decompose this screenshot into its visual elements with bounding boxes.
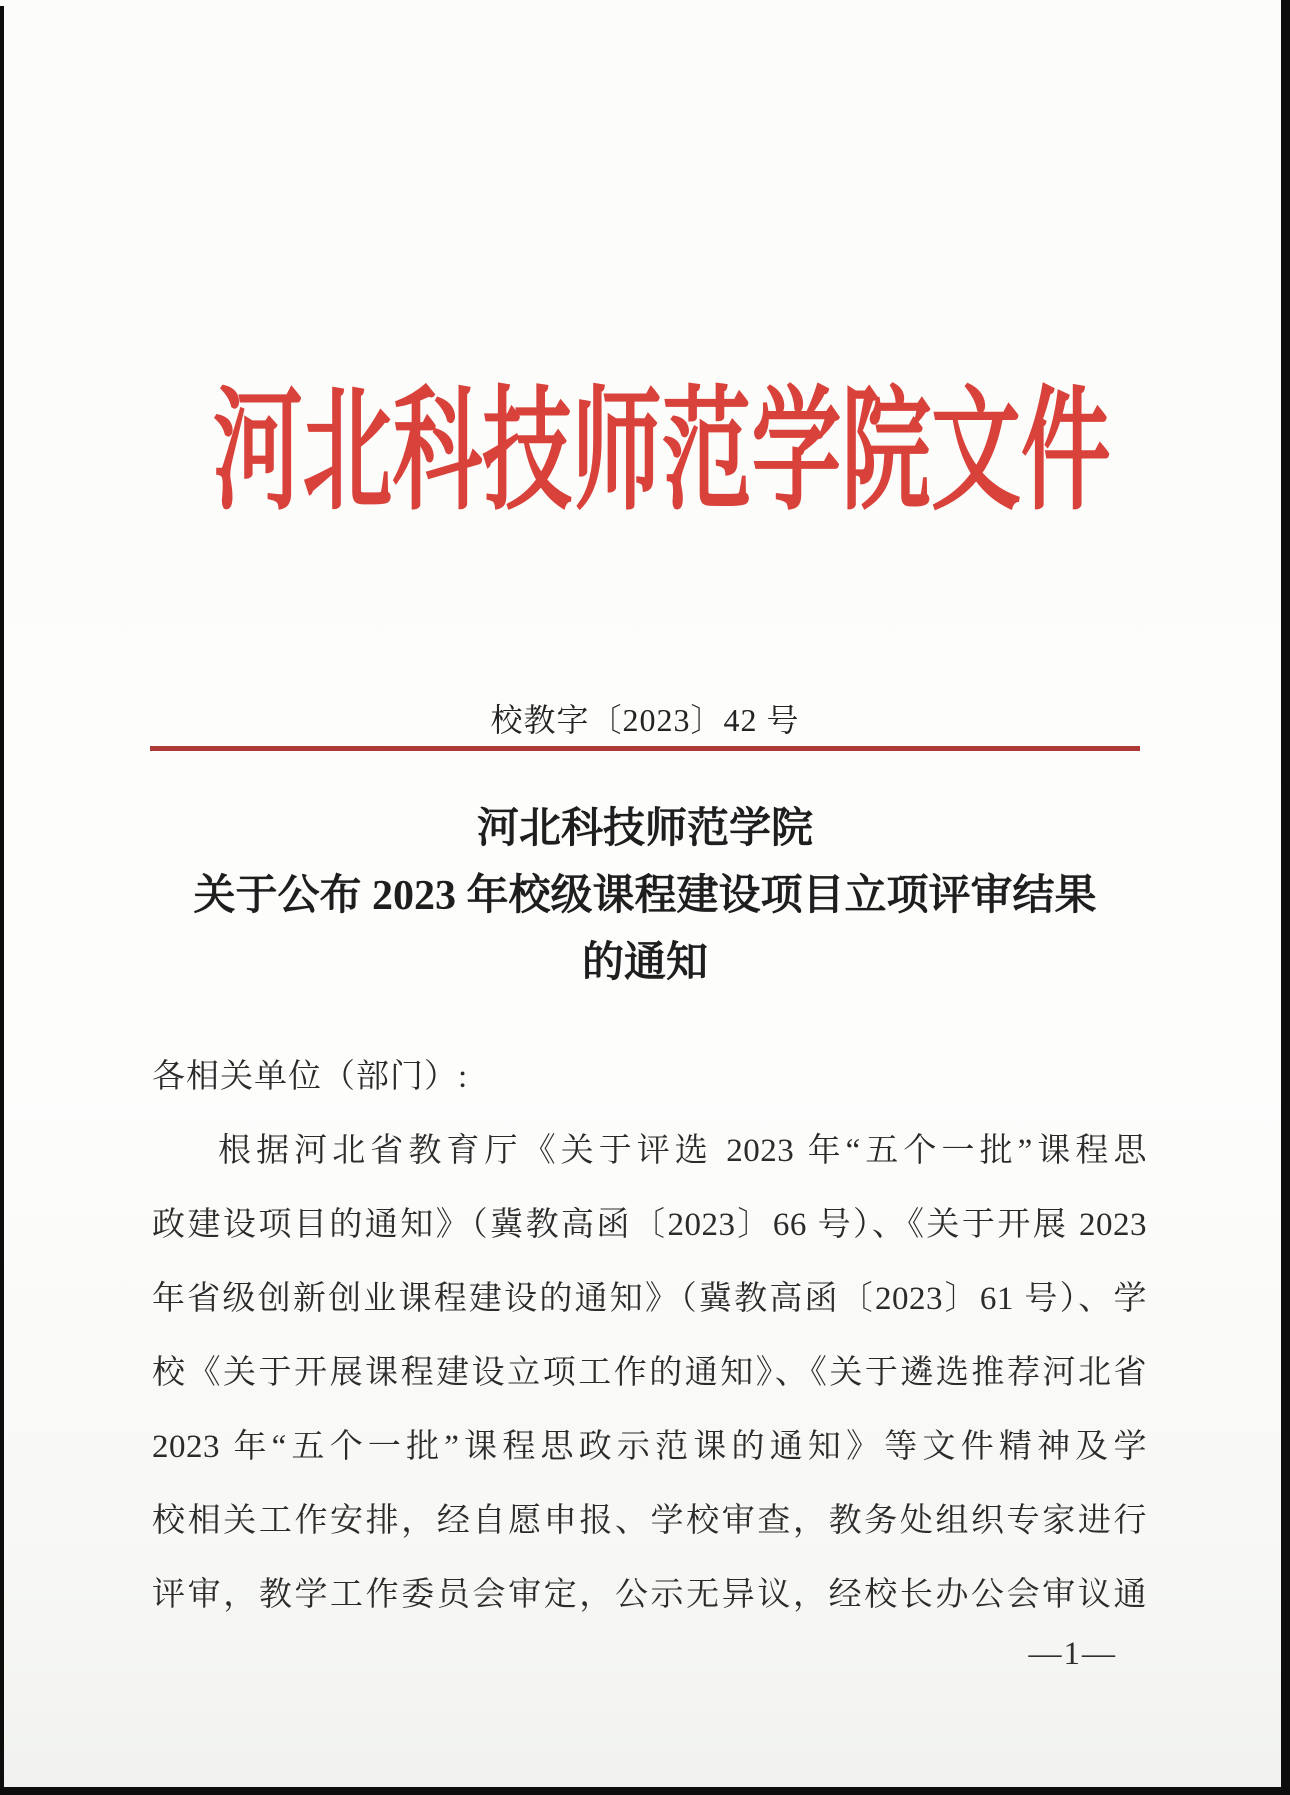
body-line: 2023 年“五个一批”课程思政示范课的通知》等文件精神及学: [152, 1429, 1147, 1465]
notice-title-line-1: 河北科技师范学院: [476, 806, 813, 852]
notice-title-line-2: 关于公布 2023 年校级课程建设项目立项评审结果: [193, 873, 1097, 919]
notice-title-line-3: 的通知: [581, 940, 708, 986]
body-line: 年省级创新创业课程建设的通知》（冀教高函〔2023〕61 号）、学: [152, 1281, 1147, 1317]
body-line: 校相关工作安排，经自愿申报、学校审查，教务处组织专家进行: [152, 1503, 1147, 1539]
salutation-line: 各相关单位（部门）:: [152, 1059, 469, 1095]
notice-title: [0, 796, 1290, 997]
page-number: —1—: [1028, 1636, 1117, 1672]
document-reference-number: 校教字〔2023〕42 号: [490, 702, 800, 738]
body-line: 政建设项目的通知》（冀教高函〔2023〕66 号）、《关于开展 2023: [152, 1207, 1147, 1243]
scan-edge-bottom: [0, 1787, 1290, 1795]
body-line: 校《关于开展课程建设立项工作的通知》、《关于遴选推荐河北省: [152, 1355, 1147, 1391]
letterhead-banner-title: 河北科技师范学院文件: [212, 378, 1111, 526]
body-line: 根据河北省教育厅《关于评选 2023 年“五个一批”课程思: [218, 1133, 1147, 1169]
body-line: 评审，教学工作委员会审定，公示无异议，经校长办公会审议通: [152, 1577, 1147, 1613]
red-divider-rule: [150, 746, 1140, 751]
notice-body: [152, 1040, 1147, 1632]
